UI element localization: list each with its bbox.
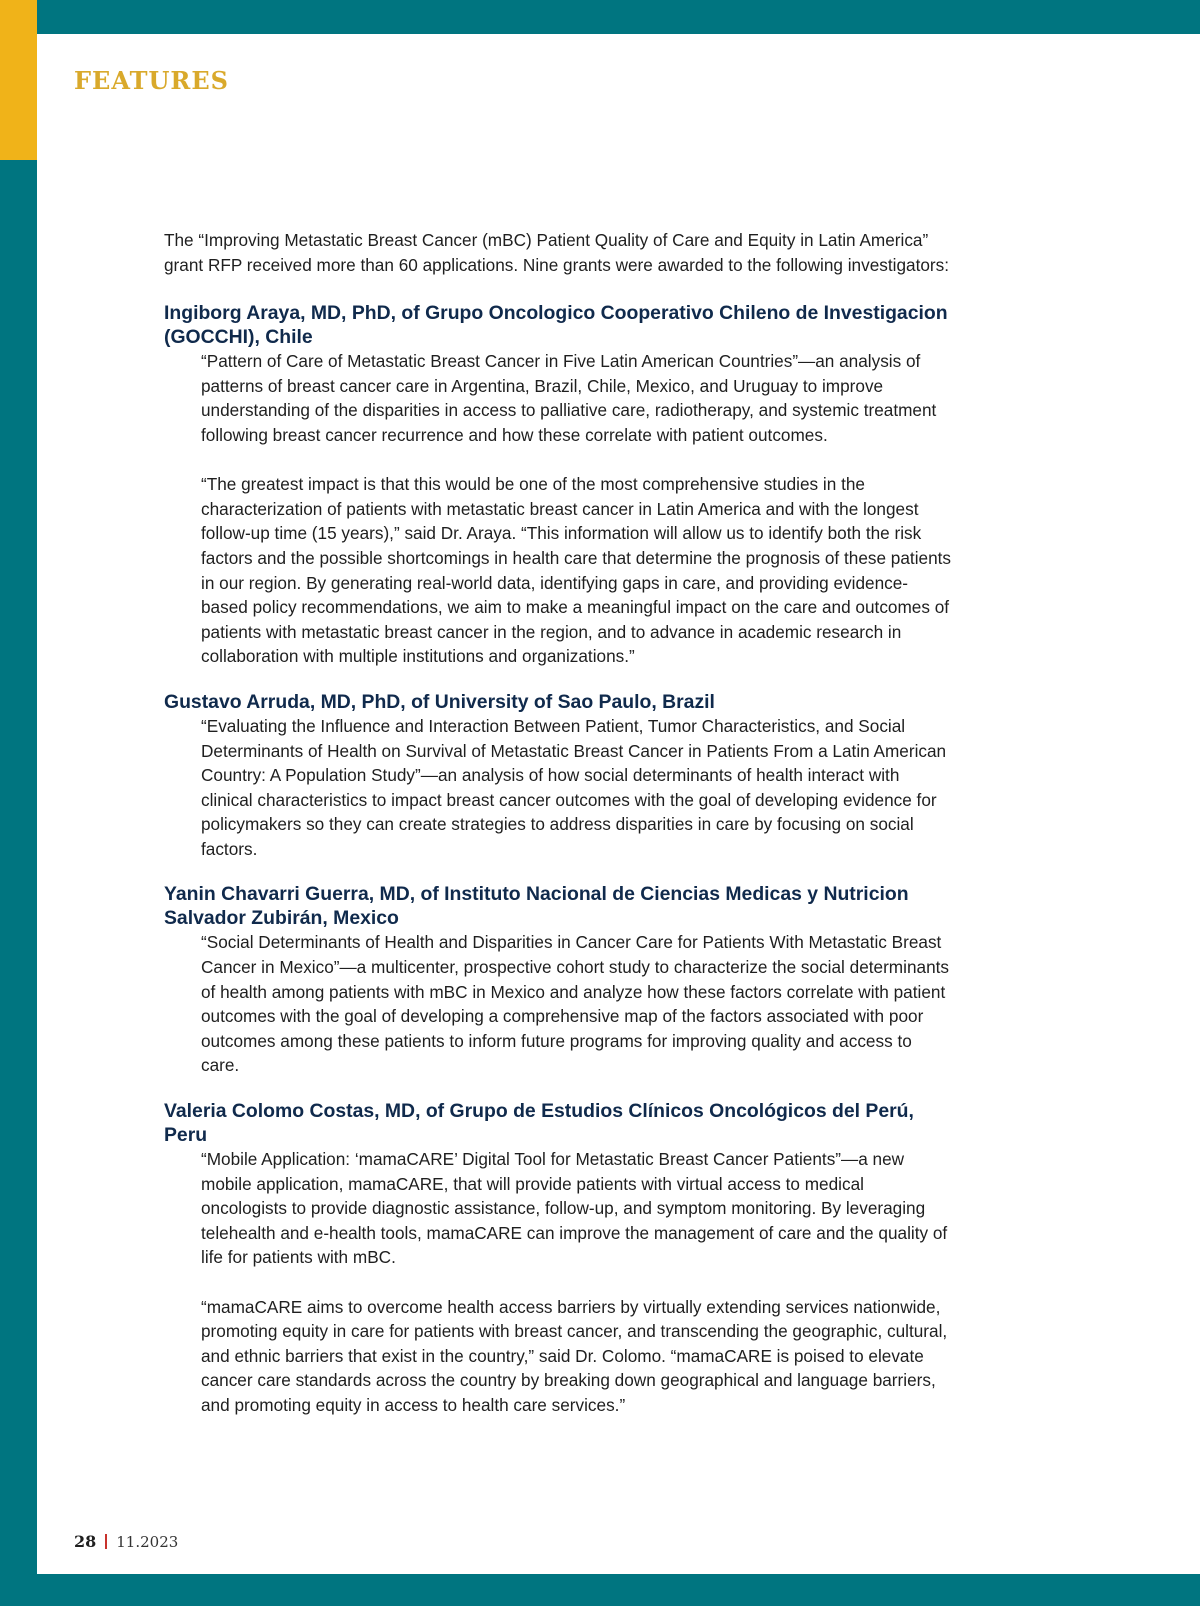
grant-quote: “mamaCARE aims to overcome health access barriers by virtually extending services nationwide, promoting equity in care for patients with breast cancer, and transcending the geographic, cultural, and ethnic barriers that exist in the country,” said Dr. Colomo. “mamaCARE is poised to elevate cancer care standards across the country by breaking down geographical and language barriers, and promoting equity in access to health care services.” xyxy=(201,1296,948,1415)
page-footer xyxy=(74,1532,178,1551)
grant-heading: Yanin Chavarri Guerra, MD, of Instituto Nacional de Ciencias Medicas y Nutricion Salvador Zubirán, Mexico xyxy=(164,883,909,930)
footer-separator xyxy=(105,1534,107,1549)
issue-date: 11.2023 xyxy=(116,1533,179,1551)
page-number: 28 xyxy=(74,1532,97,1551)
intro-paragraph: The “Improving Metastatic Breast Cancer (mBC) Patient Quality of Care and Equity in Latin America” grant RFP received more than 60 applications. Nine grants were awarded to the following investigators: xyxy=(164,230,950,275)
top-frame-bar xyxy=(0,0,1200,34)
grant-entry-chavarri-guerra xyxy=(164,882,954,1078)
section-label: FEATURES xyxy=(74,66,229,95)
grant-entry-colomo-costas xyxy=(164,1099,954,1418)
grant-heading: Gustavo Arruda, MD, PhD, of University of Sao Paulo, Brazil xyxy=(164,690,715,713)
bottom-frame-bar xyxy=(0,1574,1200,1606)
grant-entry-arruda xyxy=(164,690,954,862)
grant-description: “Pattern of Care of Metastatic Breast Cancer in Five Latin American Countries”—an analysis of patterns of breast cancer care in Argentina, Brazil, Chile, Mexico, and Uruguay to improve understanding of the disparities in access to palliative care, radiotherapy, and systemic treatment following breast cancer recurrence and how these correlate with patient outcomes. xyxy=(201,351,937,445)
left-frame-bar xyxy=(0,0,37,1606)
section-accent-tab xyxy=(0,0,37,160)
grant-entry-araya xyxy=(164,301,954,669)
grant-description: “Mobile Application: ‘mamaCARE’ Digital Tool for Metastatic Breast Cancer Patients”—a new mobile application, mamaCARE, that will provide patients with virtual access to medical oncologists to provide diagnostic assistance, follow-up, and symptom monitoring. By leveraging telehealth and e-health tools, mamaCARE can improve the management of care and the quality of life for patients with mBC. xyxy=(201,1149,948,1268)
grant-quote: “The greatest impact is that this would be one of the most comprehensive studies in the characterization of patients with metastatic breast cancer in Latin America and with the longest follow-up time (15 years),” said Dr. Araya. “This information will allow us to identify both the risk factors and the possible shortcomings in health care that determine the prognosis of these patients in our region. By generating real-world data, identifying gaps in care, and providing evidence-based policy recommendations, we aim to make a meaningful impact on the care and outcomes of patients with metastatic breast cancer in the region, and to advance in academic research in collaboration with multiple institutions and organizations.” xyxy=(201,474,952,667)
grant-heading: Ingiborg Araya, MD, PhD, of Grupo Oncologico Cooperativo Chileno de Investigacion (GOCCHI), Chile xyxy=(164,302,948,349)
grant-description: “Evaluating the Influence and Interaction Between Patient, Tumor Characteristics, and Social Determinants of Health on Survival of Metastatic Breast Cancer in Patients From a Latin American Country: A Population Study”—an analysis of how social determinants of health interact with clinical characteristics to impact breast cancer outcomes with the goal of developing evidence for policymakers so they can create strategies to address disparities in care by focusing on social factors. xyxy=(201,715,947,859)
grant-description: “Social Determinants of Health and Disparities in Cancer Care for Patients With Metastatic Breast Cancer in Mexico”—a multicenter, prospective cohort study to characterize the social determinants of health among patients with mBC in Mexico and analyze how these factors correlate with patient outcomes with the goal of developing a comprehensive map of the factors associated with poor outcomes among these patients to inform future programs for improving quality and access to care. xyxy=(201,932,949,1076)
grant-heading: Valeria Colomo Costas, MD, of Grupo de Estudios Clínicos Oncológicos del Perú, Peru xyxy=(164,1100,914,1147)
article-body xyxy=(164,228,954,1439)
